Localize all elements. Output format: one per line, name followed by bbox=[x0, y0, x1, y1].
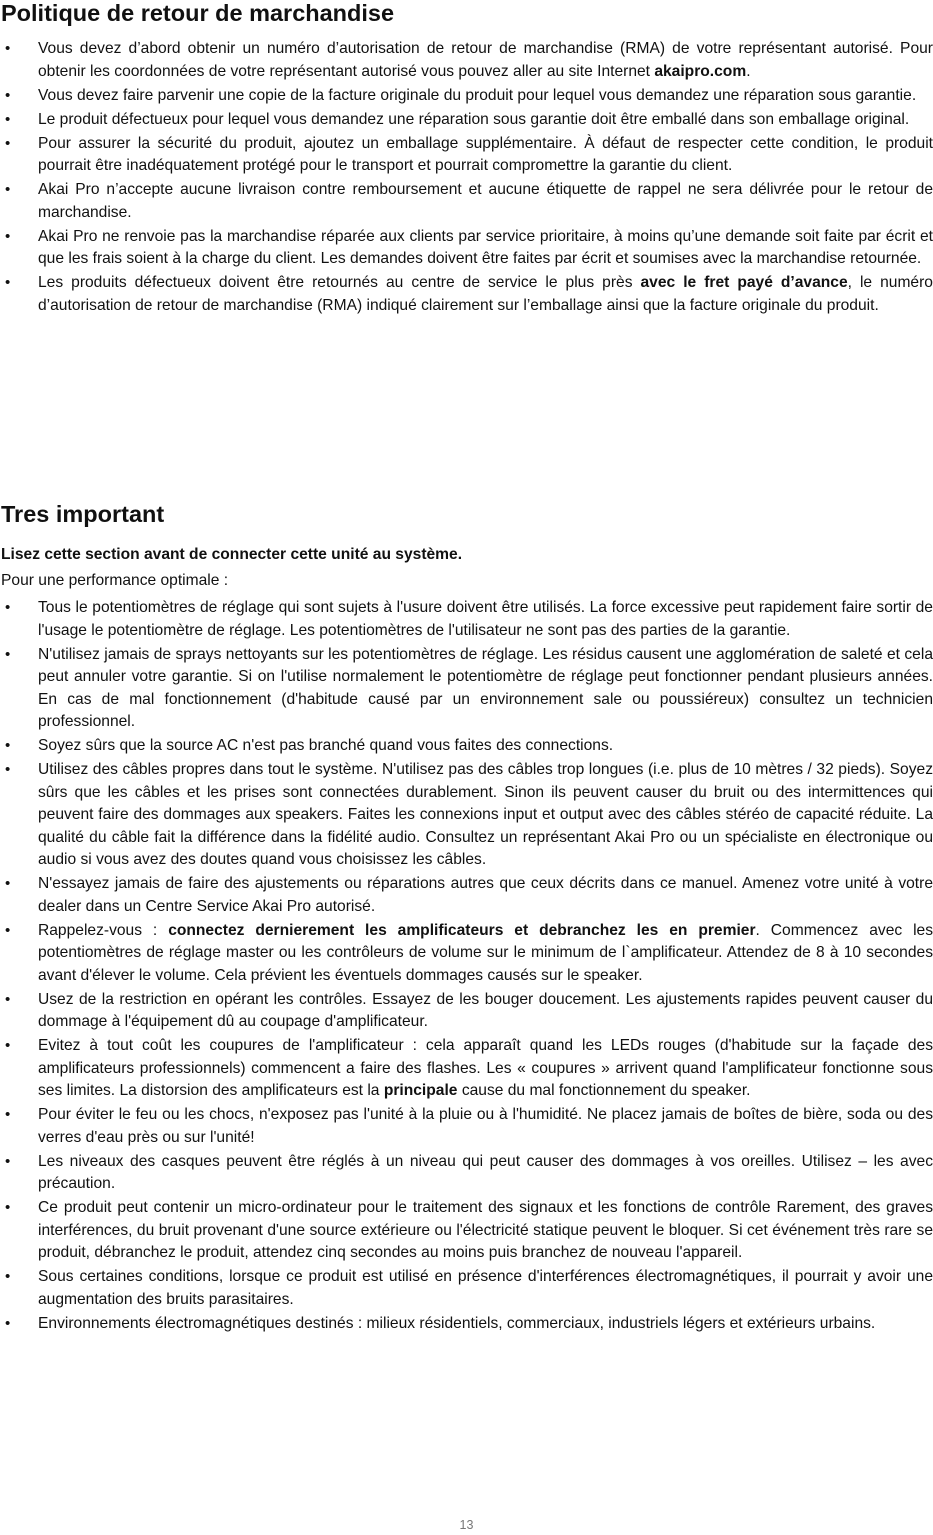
website-link-text: akaipro.com bbox=[654, 62, 747, 80]
emphasis-text: connectez dernierement les amplificateurs et debranchez les en premier bbox=[168, 921, 756, 939]
section-intro-bold: Lisez cette section avant de connecter cette unité au système. bbox=[1, 546, 463, 563]
list-item: • Soyez sûrs que la source AC n'est pas branché quand vous faites des connections. bbox=[0, 735, 933, 758]
list-item: • Usez de la restriction en opérant les contrôles. Essayez de les bouger doucement. Les ajustements rapides peuvent causer du dommage à l'équipement dû au coupage d'amplificateur. bbox=[0, 989, 933, 1034]
return-policy-list bbox=[0, 38, 933, 319]
list-item: • Utilisez des câbles propres dans tout le système. N'utilisez pas des câbles trop longues (i.e. plus de 10 mètres / 32 pieds). Soyez sûrs que les câbles et les prises sont connectées durablement. Sinon ils peuvent causer du bruit ou des intermittences qui peuvent faire des dommages aux speakers. Faites les connexions input et output avec des câbles stéréo de capacité réduite. La qualité du câble fait la différence dans la fidélité audio. Consultez un représentant Akai Pro ou un spécialiste en électronique ou audio si vous avez des doutes quand vous choisissez les câbles. bbox=[0, 759, 933, 872]
list-item: • Vous devez d’abord obtenir un numéro d’autorisation de retour de marchandise (RMA) de votre représentant autorisé. Pour obtenir les coordonnées de votre représentant autorisé vous pouvez aller au site Internet akaipro.com. bbox=[0, 38, 933, 83]
list-item: • N'essayez jamais de faire des ajustements ou réparations autres que ceux décrits dans ce manuel. Amenez votre unité à votre dealer dans un Centre Service Akai Pro autorisé. bbox=[0, 873, 933, 918]
list-item: • Vous devez faire parvenir une copie de la facture originale du produit pour lequel vous demandez une réparation sous garantie. bbox=[0, 85, 933, 108]
list-item: • Les produits défectueux doivent être retournés au centre de service le plus près avec le fret payé d’avance, le numéro d’autorisation de retour de marchandise (RMA) indiqué clairement sur l’emballage ainsi que la facture originale du produit. bbox=[0, 272, 933, 317]
list-item: • Akai Pro n’accepte aucune livraison contre remboursement et aucune étiquette de rappel ne sera délivrée pour le retour de marchandise. bbox=[0, 179, 933, 224]
important-notes-list bbox=[0, 597, 933, 1337]
list-item: • Tous le potentiomètres de réglage qui sont sujets à l'usure doivent être utilisés. La force excessive peut rapidement faire sortir de l'usage le potentiomètre de réglage. Les potentiomètres de l'utilisateur ne sont pas des parties de la garantie. bbox=[0, 597, 933, 642]
page-number: 13 bbox=[459, 1518, 474, 1532]
list-item: • Ce produit peut contenir un micro-ordinateur pour le traitement des signaux et les fonctions de contrôle Rarement, des graves interférences, du bruit provenant d'une source extérieure ou l'électricité statique peuvent le bloquer. Si cet événement très rare se produit, débranchez le produit, attendez cinq secondes au moins puis branchez de nouveau l'appareil. bbox=[0, 1197, 933, 1265]
list-item: • Rappelez-vous : connectez dernierement les amplificateurs et debranchez les en premier. Commencez avec les potentiomètres de réglage master ou les contrôleurs de volume sur le minimum de l`amplificateur. Attendez de 8 à 10 secondes avant d'élever le volume. Cela prévient les éventuels dommages causés sur le speaker. bbox=[0, 920, 933, 988]
emphasis-text: principale bbox=[383, 1082, 458, 1099]
section-title-return-policy: Politique de retour de marchandise bbox=[1, 0, 395, 26]
list-item: • Les niveaux des casques peuvent être réglés à un niveau qui peut causer des dommages à vos oreilles. Utilisez – les avec précaution. bbox=[0, 1151, 933, 1196]
emphasis-text: avec le fret payé d’avance bbox=[640, 274, 848, 291]
list-item: • Pour assurer la sécurité du produit, ajoutez un emballage supplémentaire. À défaut de respecter cette condition, le produit pourrait être inadéquatement protégé pour le transport et pourrait compromettre la garantie du client. bbox=[0, 133, 933, 178]
list-item: • Akai Pro ne renvoie pas la marchandise réparée aux clients par service prioritaire, à moins qu’une demande soit faite par écrit et que les frais soient à la charge du client. Les demandes doivent être faites par écrit et soumises avec la marchandise retournée. bbox=[0, 226, 933, 271]
list-item: • Pour éviter le feu ou les chocs, n'exposez pas l'unité à la pluie ou à l'humidité. Ne placez jamais de boîtes de bière, soda ou des verres d'eau près ou sur l'unité! bbox=[0, 1104, 933, 1149]
list-item: • Evitez à tout coût les coupures de l'amplificateur : cela apparaît quand les LEDs rouges (d'habitude sur la façade des amplificateurs professionnels) commencent a faire des flashes. Les « coupures » arrivent quand l'amplificateur fonctionne sous ses limites. La distorsion des amplificateurs est la principale cause du mal fonctionnement du speaker. bbox=[0, 1035, 933, 1103]
list-item: • N'utilisez jamais de sprays nettoyants sur les potentiomètres de réglage. Les résidus causent une agglomération de saleté et cela peut annuler votre garantie. Si on l'utilise normalement le potentiomètre de réglage peut fonctionner pendant plusieurs années. En cas de mal fonctionnement (d'habitude causé par un environnement sale ou poussiéreux) consultez un technicien professionnel. bbox=[0, 644, 933, 734]
list-item: • Le produit défectueux pour lequel vous demandez une réparation sous garantie doit être emballé dans son emballage original. bbox=[0, 109, 933, 132]
section-intro: Pour une performance optimale : bbox=[1, 572, 229, 589]
list-item: • Sous certaines conditions, lorsque ce produit est utilisé en présence d'interférences électromagnétiques, il pourrait y avoir une augmentation des bruits parasitaires. bbox=[0, 1266, 933, 1311]
list-item: • Environnements électromagnétiques destinés : milieux résidentiels, commerciaux, industriels légers et extérieurs urbains. bbox=[0, 1313, 933, 1336]
section-title-important: Tres important bbox=[1, 501, 165, 527]
